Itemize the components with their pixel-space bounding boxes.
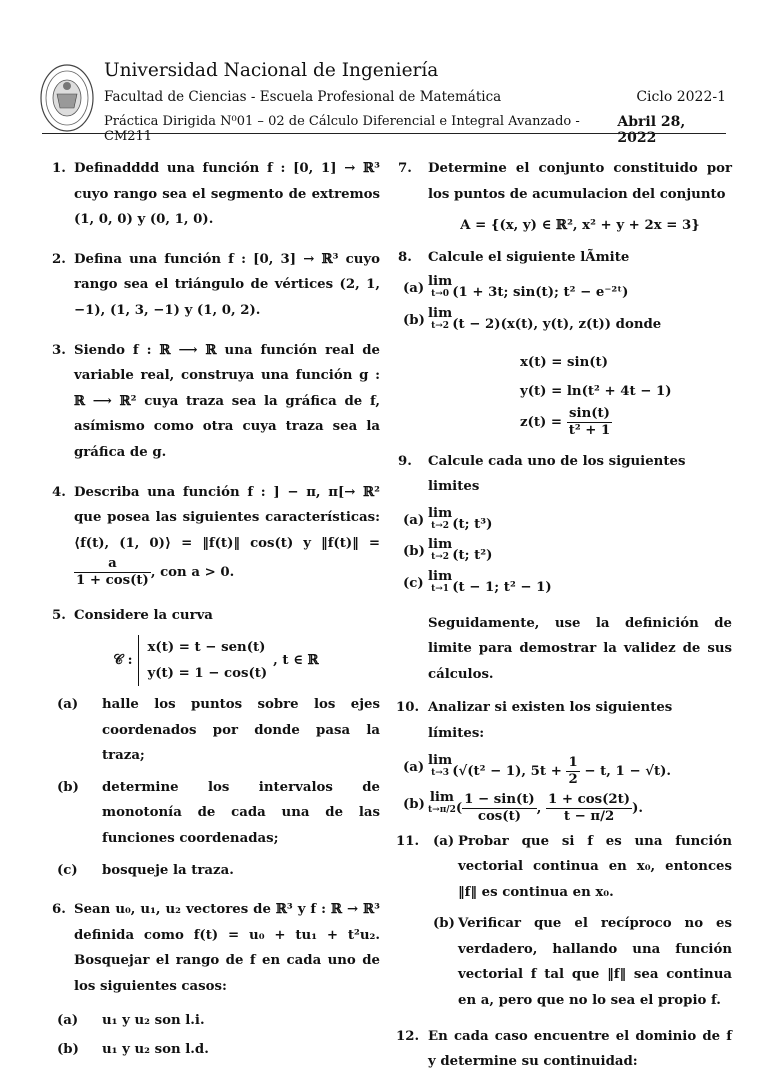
curve-domain: , t ∈ ℝ bbox=[273, 652, 319, 668]
problem-5: 5. Considere la curva 𝒞 : x(t) = t − sen(t) y(t) = 1 − cos(t) , t ∈ ℝ (a) halle los puntos sobre los ejes coordenados por donde pasa la traza; (b) determine los intervalos de monotonía de cada una de las funciones coordenadas; (c) bosqueje la traza. bbox=[52, 603, 380, 883]
problem-9: 9. Calcule cada uno de los siguientes limites (a) lim t→2 (t; t³) (b) lim t→2 (t; t²) (c) lim t→1 (t − 1; t² − 1) Seguidamente, use la definición de limite para demostrar la validez de sus cálculos. bbox=[398, 449, 732, 688]
problem-7-text: Determine el conjunto constituido por los puntos de acumulacion del conjunto bbox=[428, 161, 732, 202]
problem-4: 4. Describa una función f : ] − π, π[→ ℝ² que posea las siguientes características: ⟨f(t), (1, 0)⟩ = ‖f(t)‖ cos(t) y ‖f(t)‖ = $\frac{a}{1 + \cos(t)}$ , con a > 0. bbox=[52, 484, 380, 589]
curve-y-eq: y(t) = 1 − cos(t) bbox=[147, 665, 268, 681]
problem-9-after: Seguidamente, use la definición de limite para demostrar la validez de sus cálculos. bbox=[428, 615, 732, 682]
problem-9c: (c) lim t→1 (t − 1; t² − 1) bbox=[403, 568, 552, 595]
problem-3-text: Siendo f : ℝ ⟶ ℝ una función real de variable real, construya una función g : ℝ ⟶ ℝ² cuya traza sea la gráfica de f, asímismo como otra cuya traza sea la gráfica de g. bbox=[74, 342, 380, 460]
problem-11: 11. (a) Probar que si f es una función vectorial continua en x₀, entonces ‖f‖ es continua en x₀. (b) Verificar que el recíproco no es verdadero, hallando una función vectorial f tal que ‖f‖ sea continua en a, pero que no lo sea el propio f. bbox=[398, 829, 732, 1014]
problem-1-text: Definadddd una función f : [0, 1] → ℝ³ cuyo rango sea el segmento de extremos (1, 0, 0) y (0, 1, 0). bbox=[74, 161, 380, 228]
problem-6-text: Sean u₀, u₁, u₂ vectores de ℝ³ y f : ℝ → ℝ³ definida como f(t) = u₀ + tu₁ + t²u₂. Bosquejar el rango de f en cada uno de los siguientes casos: bbox=[74, 902, 380, 995]
practice-row bbox=[104, 114, 726, 146]
problem-5c: (c) bosqueje la traza. bbox=[57, 862, 234, 878]
problem-5b: (b) determine los intervalos de monotonía de cada una de las funciones coordenadas; bbox=[57, 779, 380, 847]
problem-4-text: Describa una función f : ] − π, π[→ ℝ² que posea las siguientes características: ⟨f(t), (1, 0)⟩ = ‖f(t)‖ cos(t) y ‖f(t)‖ = bbox=[74, 484, 380, 551]
problem-9b: (b) lim t→2 (t; t²) bbox=[403, 537, 493, 564]
problem-10: 10. Analizar si existen los siguientes límites: (a) lim t→3 (√(t² − 1), 5t + $\frac{1}{2}$ − t, 1 − √t). (b) lim t→π/2 ( $\frac{1 - \sin(t)}{\cos(t)}$ , $\frac{1 + \cos(2t)}{t - \pi/2}$ ). bbox=[398, 695, 732, 824]
problem-11a: (a) Probar que si f es una función vectorial continua en x₀, entonces ‖f‖ es continua en x₀. bbox=[433, 833, 732, 900]
problem-11b: (b) Verificar que el recíproco no es verdadero, hallando una función vectorial f tal que ‖f‖ sea continua en a, pero que no lo sea el propio f. bbox=[433, 916, 732, 1009]
problem-7: 7. Determine el conjunto constituido por los puntos de acumulacion del conjunto A = {(x, y) ∈ ℝ², x² + y + 2x = 3} bbox=[398, 156, 732, 239]
problem-2: 2. Defina una función f : [0, 3] → ℝ³ cuyo rango sea el triángulo de vértices (2, 1, −1), (1, 3, −1) y (1, 0, 2). bbox=[52, 251, 380, 318]
header-rule bbox=[42, 133, 726, 134]
x-def: x(t) = sin(t) bbox=[520, 354, 608, 370]
date: Abril 28, 2022 bbox=[617, 114, 686, 146]
problem-6b: (b) u₁ y u₂ son l.d. bbox=[57, 1042, 209, 1058]
practice-title: Práctica Dirigida N⁰01 – 02 de Cálculo Diferencial e Integral Avanzado - CM211 bbox=[104, 114, 580, 144]
university-name: Universidad Nacional de Ingeniería bbox=[104, 60, 439, 81]
problem-8-defs bbox=[520, 348, 732, 439]
right-column bbox=[398, 156, 732, 1075]
problem-4-tail: , con a > 0. bbox=[150, 565, 235, 581]
problem-9-text: Calcule cada uno de los siguientes limites bbox=[428, 453, 686, 495]
y-def: y(t) = ln(t² + 4t − 1) bbox=[520, 383, 672, 399]
problem-10a: (a) lim t→3 (√(t² − 1), 5t + $\frac{1}{2}$ − t, 1 − √t). bbox=[403, 752, 672, 787]
problem-8-text: Calcule el siguiente lÃmite bbox=[428, 249, 630, 265]
problem-4-fraction: $\frac{a}{1 + \cos(t)}$ bbox=[76, 556, 149, 589]
curve-x-eq: x(t) = t − sen(t) bbox=[147, 639, 266, 655]
z-def: z(t) = $\frac{\sin(t)}{\text{t² + 1}}$ bbox=[520, 405, 611, 438]
curve-system bbox=[52, 635, 380, 686]
problem-8b: (b) lim t→2 (t − 2)(x(t), y(t), z(t)) donde bbox=[403, 305, 662, 332]
problem-12: 12. En cada caso encuentre el dominio de f y determine su continuidad: bbox=[396, 1028, 732, 1070]
problem-6a: (a) u₁ y u₂ son l.i. bbox=[57, 1012, 205, 1028]
problem-9a: (a) lim t→2 (t; t³) bbox=[403, 505, 493, 532]
problem-3: 3. Siendo f : ℝ ⟶ ℝ una función real de variable real, construya una función g : ℝ ⟶ ℝ² cuya traza sea la gráfica de f, asímismo como otra cuya traza sea la gráfica de g. bbox=[52, 342, 380, 460]
problem-1: 1. Definadddd una función f : [0, 1] → ℝ³ cuyo rango sea el segmento de extremos (1, 0, 0) y (0, 1, 0). bbox=[52, 161, 380, 228]
problem-12-text: En cada caso encuentre el dominio de f y determine su continuidad: bbox=[428, 1028, 732, 1070]
problem-8: 8. Calcule el siguiente lÃmite (a) lim t→0 (1 + 3t; sin(t); t² − e⁻²ᵗ) (b) lim t→2 (t − 2)(x(t), y(t), z(t)) donde x(t) = sin(t) y(t) = ln(t² + 4t − 1) z(t) = $\frac{\sin(t)}{\text{t² + 1}}$ bbox=[398, 245, 732, 439]
faculty-name: Facultad de Ciencias - Escuela Profesional de Matemática bbox=[104, 89, 502, 105]
problem-5-text: Considere la curva bbox=[74, 608, 213, 624]
problem-10-text: Analizar si existen los siguientes límites: bbox=[428, 700, 673, 741]
problem-5a: (a) halle los puntos sobre los ejes coordenados por donde pasa la traza; bbox=[57, 697, 380, 764]
curve-label: 𝒞 : bbox=[113, 652, 133, 668]
university-seal-icon bbox=[40, 64, 94, 132]
problem-8a: (a) lim t→0 (1 + 3t; sin(t); t² − e⁻²ᵗ) bbox=[403, 274, 629, 301]
problem-6: 6. Sean u₀, u₁, u₂ vectores de ℝ³ y f : ℝ → ℝ³ definida como f(t) = u₀ + tu₁ + t²u₂. Bosquejar el rango de f en cada uno de los siguientes casos: (a) u₁ y u₂ son l.i. (b) u₁ y u₂ son l.d. bbox=[52, 897, 380, 1063]
problem-10b: (b) lim t→π/2 ( $\frac{1 - \sin(t)}{\cos(t)}$ , $\frac{1 + \cos(2t)}{t - \pi/2}$ ). bbox=[403, 789, 644, 824]
cycle: Ciclo 2022-1 bbox=[636, 89, 726, 105]
faculty-row bbox=[104, 89, 726, 105]
problem-7-set: A = {(x, y) ∈ ℝ², x² + y + 2x = 3} bbox=[460, 218, 700, 234]
left-column bbox=[52, 156, 380, 1063]
problem-2-text: Defina una función f : [0, 3] → ℝ³ cuyo rango sea el triángulo de vértices (2, 1, −1), (1, 3, −1) y (1, 0, 2). bbox=[74, 251, 380, 318]
